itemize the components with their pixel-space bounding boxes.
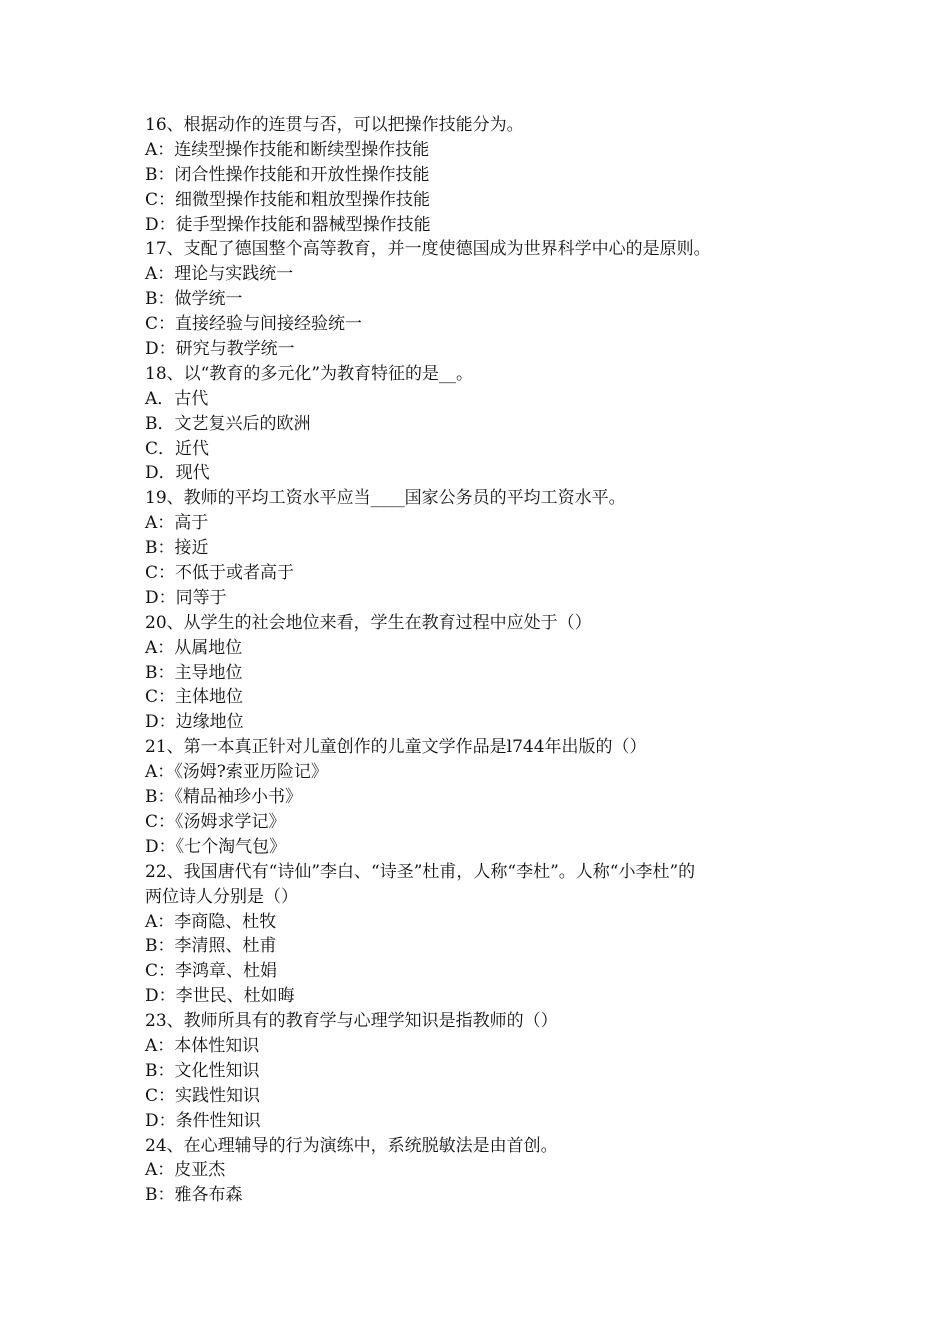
question-24 (145, 1134, 825, 1209)
question-text: 22、我国唐代有“诗仙”李白、“诗圣”杜甫，人称“李杜”。人称“小李杜”的 (145, 861, 696, 882)
option-b: B：文化性知识 (145, 1060, 260, 1081)
option-b: B：李清照、杜甫 (145, 936, 277, 957)
option-b: B：接近 (145, 538, 209, 559)
question-text: 19、教师的平均工资水平应当____国家公务员的平均工资水平。 (145, 488, 626, 509)
option-b: B：闭合性操作技能和开放性操作技能 (145, 164, 430, 185)
option-d: D：李世民、杜如晦 (145, 986, 295, 1007)
option-a: A：《汤姆?索亚历险记》 (145, 762, 328, 783)
question-text: 18、以“教育的多元化”为教育特征的是__。 (145, 363, 474, 384)
option-c: C：李鸿章、杜娟 (145, 961, 278, 982)
option-c: C：主体地位 (145, 687, 244, 708)
option-c: C：直接经验与间接经验统一 (145, 314, 363, 335)
option-d: D：徒手型操作技能和器械型操作技能 (145, 214, 431, 235)
option-c: C：细微型操作技能和粗放型操作技能 (145, 189, 431, 210)
option-a: A：从属地位 (145, 637, 243, 658)
option-d: D：研究与教学统一 (145, 339, 295, 360)
option-a: A：理论与实践统一 (145, 264, 294, 285)
question-text: 23、教师所具有的教育学与心理学知识是指教师的（） (145, 1011, 558, 1032)
question-text: 17、支配了德国整个高等教育，并一度使德国成为世界科学中心的是原则。 (145, 239, 711, 260)
option-a: A：李商隐、杜牧 (145, 911, 277, 932)
question-22 (145, 860, 825, 1009)
question-19 (145, 486, 825, 610)
option-a: A．古代 (145, 388, 209, 409)
question-text: 24、在心理辅导的行为演练中，系统脱敏法是由首创。 (145, 1135, 558, 1156)
option-c: C．近代 (145, 438, 210, 459)
option-b: B：主导地位 (145, 662, 243, 683)
option-b: B：《精品袖珍小书》 (145, 787, 302, 808)
option-b: B：做学统一 (145, 289, 243, 310)
option-d: D：边缘地位 (145, 712, 244, 733)
option-c: C：不低于或者高于 (145, 563, 295, 584)
question-text: 20、从学生的社会地位来看，学生在教育过程中应处于（） (145, 612, 592, 633)
option-b: B．文艺复兴后的欧洲 (145, 413, 311, 434)
option-c: C：《汤姆求学记》 (145, 811, 286, 832)
option-a: A：皮亚杰 (145, 1160, 226, 1181)
option-d: D．现代 (145, 463, 210, 484)
option-b: B：雅各布森 (145, 1185, 243, 1206)
question-18 (145, 362, 825, 486)
option-a: A：高于 (145, 513, 209, 534)
question-23 (145, 1009, 825, 1133)
question-text: 21、第一本真正针对儿童创作的儿童文学作品是l744年出版的（） (145, 737, 647, 758)
option-d: D：《七个淘气包》 (145, 836, 287, 857)
question-text: 16、根据动作的连贯与否，可以把操作技能分为。 (145, 115, 524, 135)
question-21 (145, 735, 825, 859)
option-a: A：连续型操作技能和断续型操作技能 (145, 139, 430, 160)
question-16 (145, 113, 825, 237)
question-17 (145, 237, 825, 361)
question-20 (145, 611, 825, 735)
document-page (145, 113, 825, 1208)
option-a: A：本体性知识 (145, 1035, 260, 1056)
option-c: C：实践性知识 (145, 1085, 261, 1106)
option-d: D：条件性知识 (145, 1110, 261, 1131)
option-d: D：同等于 (145, 587, 227, 608)
question-text-continued: 两位诗人分别是（） (145, 886, 298, 907)
